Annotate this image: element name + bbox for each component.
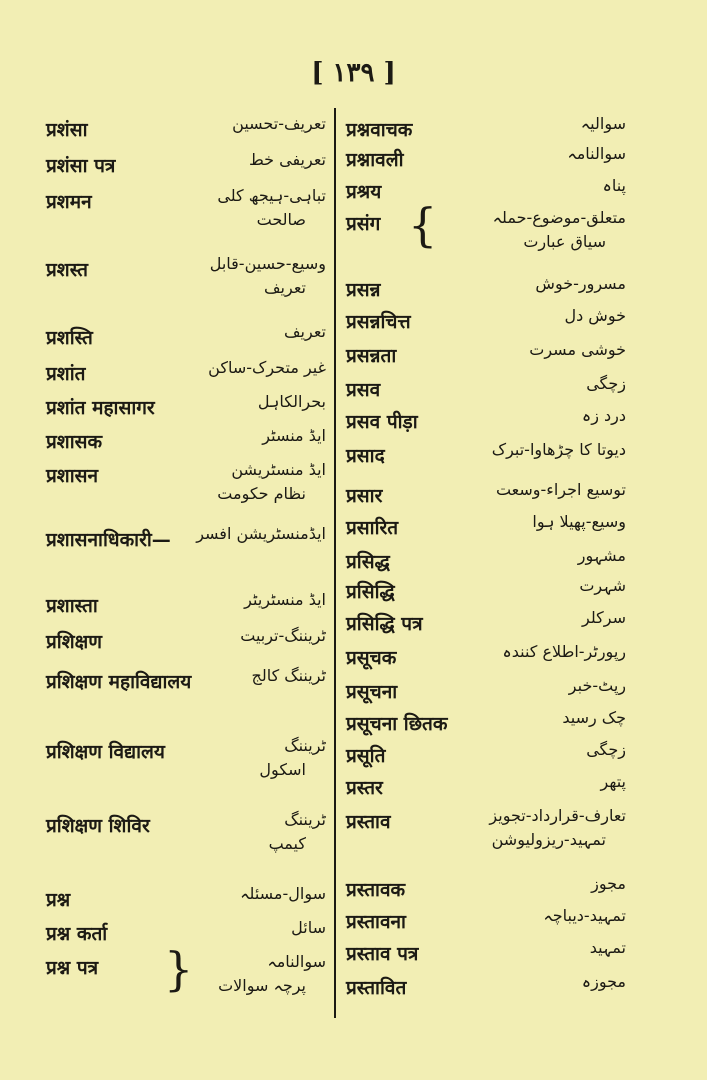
urdu-gloss: [426, 438, 626, 462]
urdu-gloss: [126, 458, 326, 506]
headword: प्रशिक्षण महाविद्यालय: [46, 671, 192, 693]
gloss-line: مجوزہ: [581, 972, 626, 991]
headword: प्रशंसा: [46, 119, 88, 141]
urdu-gloss: [126, 356, 326, 380]
page-number: [ ١٣٩ ]: [311, 58, 396, 88]
headword: प्रशिक्षण शिविर: [46, 815, 150, 837]
headword: प्रशिक्षण: [46, 631, 103, 653]
gloss-line: ٹریننگ-تربیت: [240, 626, 326, 645]
gloss-line: مشہور: [577, 546, 626, 565]
gloss-line: ایڈ منسٹریشن: [231, 460, 326, 479]
gloss-line: کیمپ: [268, 834, 306, 853]
column-divider: [334, 108, 336, 1018]
urdu-gloss: [426, 206, 626, 254]
gloss-line: سوال-مسئلہ: [240, 884, 326, 903]
headword: प्रस्तर: [346, 777, 383, 799]
gloss-line: چک رسید: [562, 708, 626, 727]
urdu-gloss: [426, 804, 626, 852]
gloss-line: تمہید-ریزولیوشن: [491, 830, 606, 849]
urdu-gloss: [426, 544, 626, 568]
urdu-gloss: [126, 588, 326, 612]
urdu-gloss: [126, 184, 326, 232]
gloss-line: پتھر: [600, 772, 626, 791]
headword: प्रसिद्धि: [346, 581, 395, 603]
urdu-gloss: [426, 640, 626, 664]
gloss-line: ایڈمنسٹریشن افسر: [196, 524, 326, 543]
gloss-line: سیاق عبارت: [523, 232, 606, 251]
headword: प्रसूति: [346, 745, 386, 767]
urdu-gloss: [426, 674, 626, 698]
headword: प्रसूचना: [346, 681, 398, 703]
gloss-line: سائل: [291, 918, 326, 937]
urdu-gloss: [426, 970, 626, 994]
headword: प्रश्नावली: [346, 149, 404, 171]
headword: प्रशंसा पत्र: [46, 155, 116, 177]
headword: प्रशांत: [46, 363, 86, 385]
headword: प्रस्तावना: [346, 911, 406, 933]
headword: प्रशांत महासागर: [46, 397, 155, 419]
urdu-gloss: [126, 916, 326, 940]
gloss-line: بحرالکاہل: [257, 392, 326, 411]
gloss-line: خوشی مسرت: [529, 340, 626, 359]
gloss-line: تباہی-ہیجھ کلی: [217, 186, 326, 205]
gloss-line: اسکول: [259, 760, 306, 779]
brace-mark: {: [408, 198, 438, 252]
urdu-gloss: [426, 272, 626, 296]
gloss-line: نظام حکومت: [217, 484, 306, 503]
headword: प्रस्ताव: [346, 811, 391, 833]
headword: प्रश्न कर्ता: [46, 923, 108, 945]
gloss-line: دیوتا کا چڑھاوا-تبرک: [491, 440, 626, 459]
urdu-gloss: [126, 664, 326, 688]
right-column: [346, 112, 626, 1012]
gloss-line: تعریف: [263, 278, 306, 297]
headword: प्रसंग: [346, 213, 381, 235]
headword: प्रश्न पत्र: [46, 957, 99, 979]
urdu-gloss: [426, 478, 626, 502]
urdu-gloss: [126, 148, 326, 172]
urdu-gloss: [426, 706, 626, 730]
urdu-gloss: [126, 624, 326, 648]
headword: प्रसार: [346, 485, 383, 507]
urdu-gloss: [426, 304, 626, 328]
urdu-gloss: [426, 404, 626, 428]
gloss-line: سوالیہ: [580, 114, 626, 133]
gloss-line: تعریفی خط: [248, 150, 326, 169]
headword: प्रशस्ति: [46, 327, 93, 349]
gloss-line: مجوز: [591, 874, 626, 893]
headword: प्रसन्नता: [346, 345, 397, 367]
urdu-gloss: [126, 950, 326, 998]
urdu-gloss: [126, 252, 326, 300]
urdu-gloss: [426, 174, 626, 198]
headword: प्रसूचक: [346, 647, 397, 669]
gloss-line: ٹریننگ: [284, 810, 326, 829]
gloss-line: توسیع اجراء-وسعت: [495, 480, 626, 499]
gloss-line: زچگی: [586, 374, 626, 393]
gloss-line: ٹریننگ کالج: [251, 666, 326, 685]
urdu-gloss: [126, 320, 326, 344]
urdu-gloss: [426, 142, 626, 166]
urdu-gloss: [126, 734, 326, 782]
urdu-gloss: [426, 738, 626, 762]
headword: प्रसारित: [346, 517, 399, 539]
urdu-gloss: [126, 390, 326, 414]
urdu-gloss: [126, 522, 326, 546]
headword: प्रशिक्षण विद्यालय: [46, 741, 165, 763]
urdu-gloss: [426, 574, 626, 598]
headword: प्रशासक: [46, 431, 103, 453]
urdu-gloss: [426, 606, 626, 630]
gloss-line: تمہید-دیباچہ: [543, 906, 626, 925]
gloss-line: ایڈ منسٹریٹر: [244, 590, 326, 609]
headword: प्रसिद्धि पत्र: [346, 613, 423, 635]
urdu-gloss: [426, 510, 626, 534]
urdu-gloss: [426, 936, 626, 960]
gloss-line: سوالنامہ: [567, 144, 626, 163]
headword: प्रश्न: [46, 889, 71, 911]
gloss-line: متعلق-موضوع-حملہ: [492, 208, 626, 227]
gloss-line: وسیع-حسین-قابل: [209, 254, 326, 273]
urdu-gloss: [126, 112, 326, 136]
gloss-line: رپورٹر-اطلاع کنندہ: [502, 642, 626, 661]
gloss-line: تعارف-قرارداد-تجویز: [489, 806, 626, 825]
headword: प्रसन्नचित्त: [346, 311, 411, 333]
headword: प्रशमन: [46, 191, 92, 213]
urdu-gloss: [426, 112, 626, 136]
headword: प्रश्नवाचक: [346, 119, 413, 141]
gloss-line: پناہ: [602, 176, 626, 195]
gloss-line: سوالنامہ: [267, 952, 326, 971]
gloss-line: خوش دل: [564, 306, 626, 325]
headword: प्रस्तावित: [346, 977, 407, 999]
headword: प्रसव पीड़ा: [346, 411, 418, 433]
gloss-line: غیر متحرک-ساکن: [208, 358, 326, 377]
gloss-line: زچگی: [586, 740, 626, 759]
headword: प्रसन्न: [346, 279, 381, 301]
urdu-gloss: [426, 904, 626, 928]
gloss-line: وسیع-پھیلا ہوا: [532, 512, 626, 531]
gloss-line: تعریف-تحسین: [232, 114, 326, 133]
headword: प्रशासन: [46, 465, 99, 487]
headword: प्रस्ताव पत्र: [346, 943, 419, 965]
gloss-line: رپٹ-خبر: [568, 676, 626, 695]
gloss-line: صالحت: [256, 210, 306, 229]
gloss-line: تمہید: [589, 938, 626, 957]
headword: प्रस्तावक: [346, 879, 406, 901]
headword: प्रसाद: [346, 445, 385, 467]
headword: प्रसिद्ध: [346, 551, 390, 573]
urdu-gloss: [126, 882, 326, 906]
gloss-line: شہرت: [579, 576, 626, 595]
urdu-gloss: [126, 424, 326, 448]
gloss-line: مسرور-خوش: [535, 274, 626, 293]
gloss-line: پرچہ سوالات: [218, 976, 306, 995]
headword: प्रसूचना छितक: [346, 713, 448, 735]
headword: प्रसव: [346, 379, 381, 401]
gloss-line: ایڈ منسٹر: [262, 426, 326, 445]
headword: प्रश्रय: [346, 181, 382, 203]
urdu-gloss: [426, 372, 626, 396]
gloss-line: ٹریننگ: [284, 736, 326, 755]
headword: प्रशासनाधिकारी—: [46, 529, 171, 551]
urdu-gloss: [426, 770, 626, 794]
urdu-gloss: [426, 338, 626, 362]
brace-mark: }: [164, 942, 194, 996]
headword: प्रशास्ता: [46, 595, 98, 617]
headword: प्रशस्त: [46, 259, 88, 281]
gloss-line: درد زہ: [581, 406, 626, 425]
gloss-line: تعریف: [283, 322, 326, 341]
urdu-gloss: [126, 808, 326, 856]
left-column: [46, 112, 326, 1012]
urdu-gloss: [426, 872, 626, 896]
gloss-line: سرکلر: [582, 608, 626, 627]
